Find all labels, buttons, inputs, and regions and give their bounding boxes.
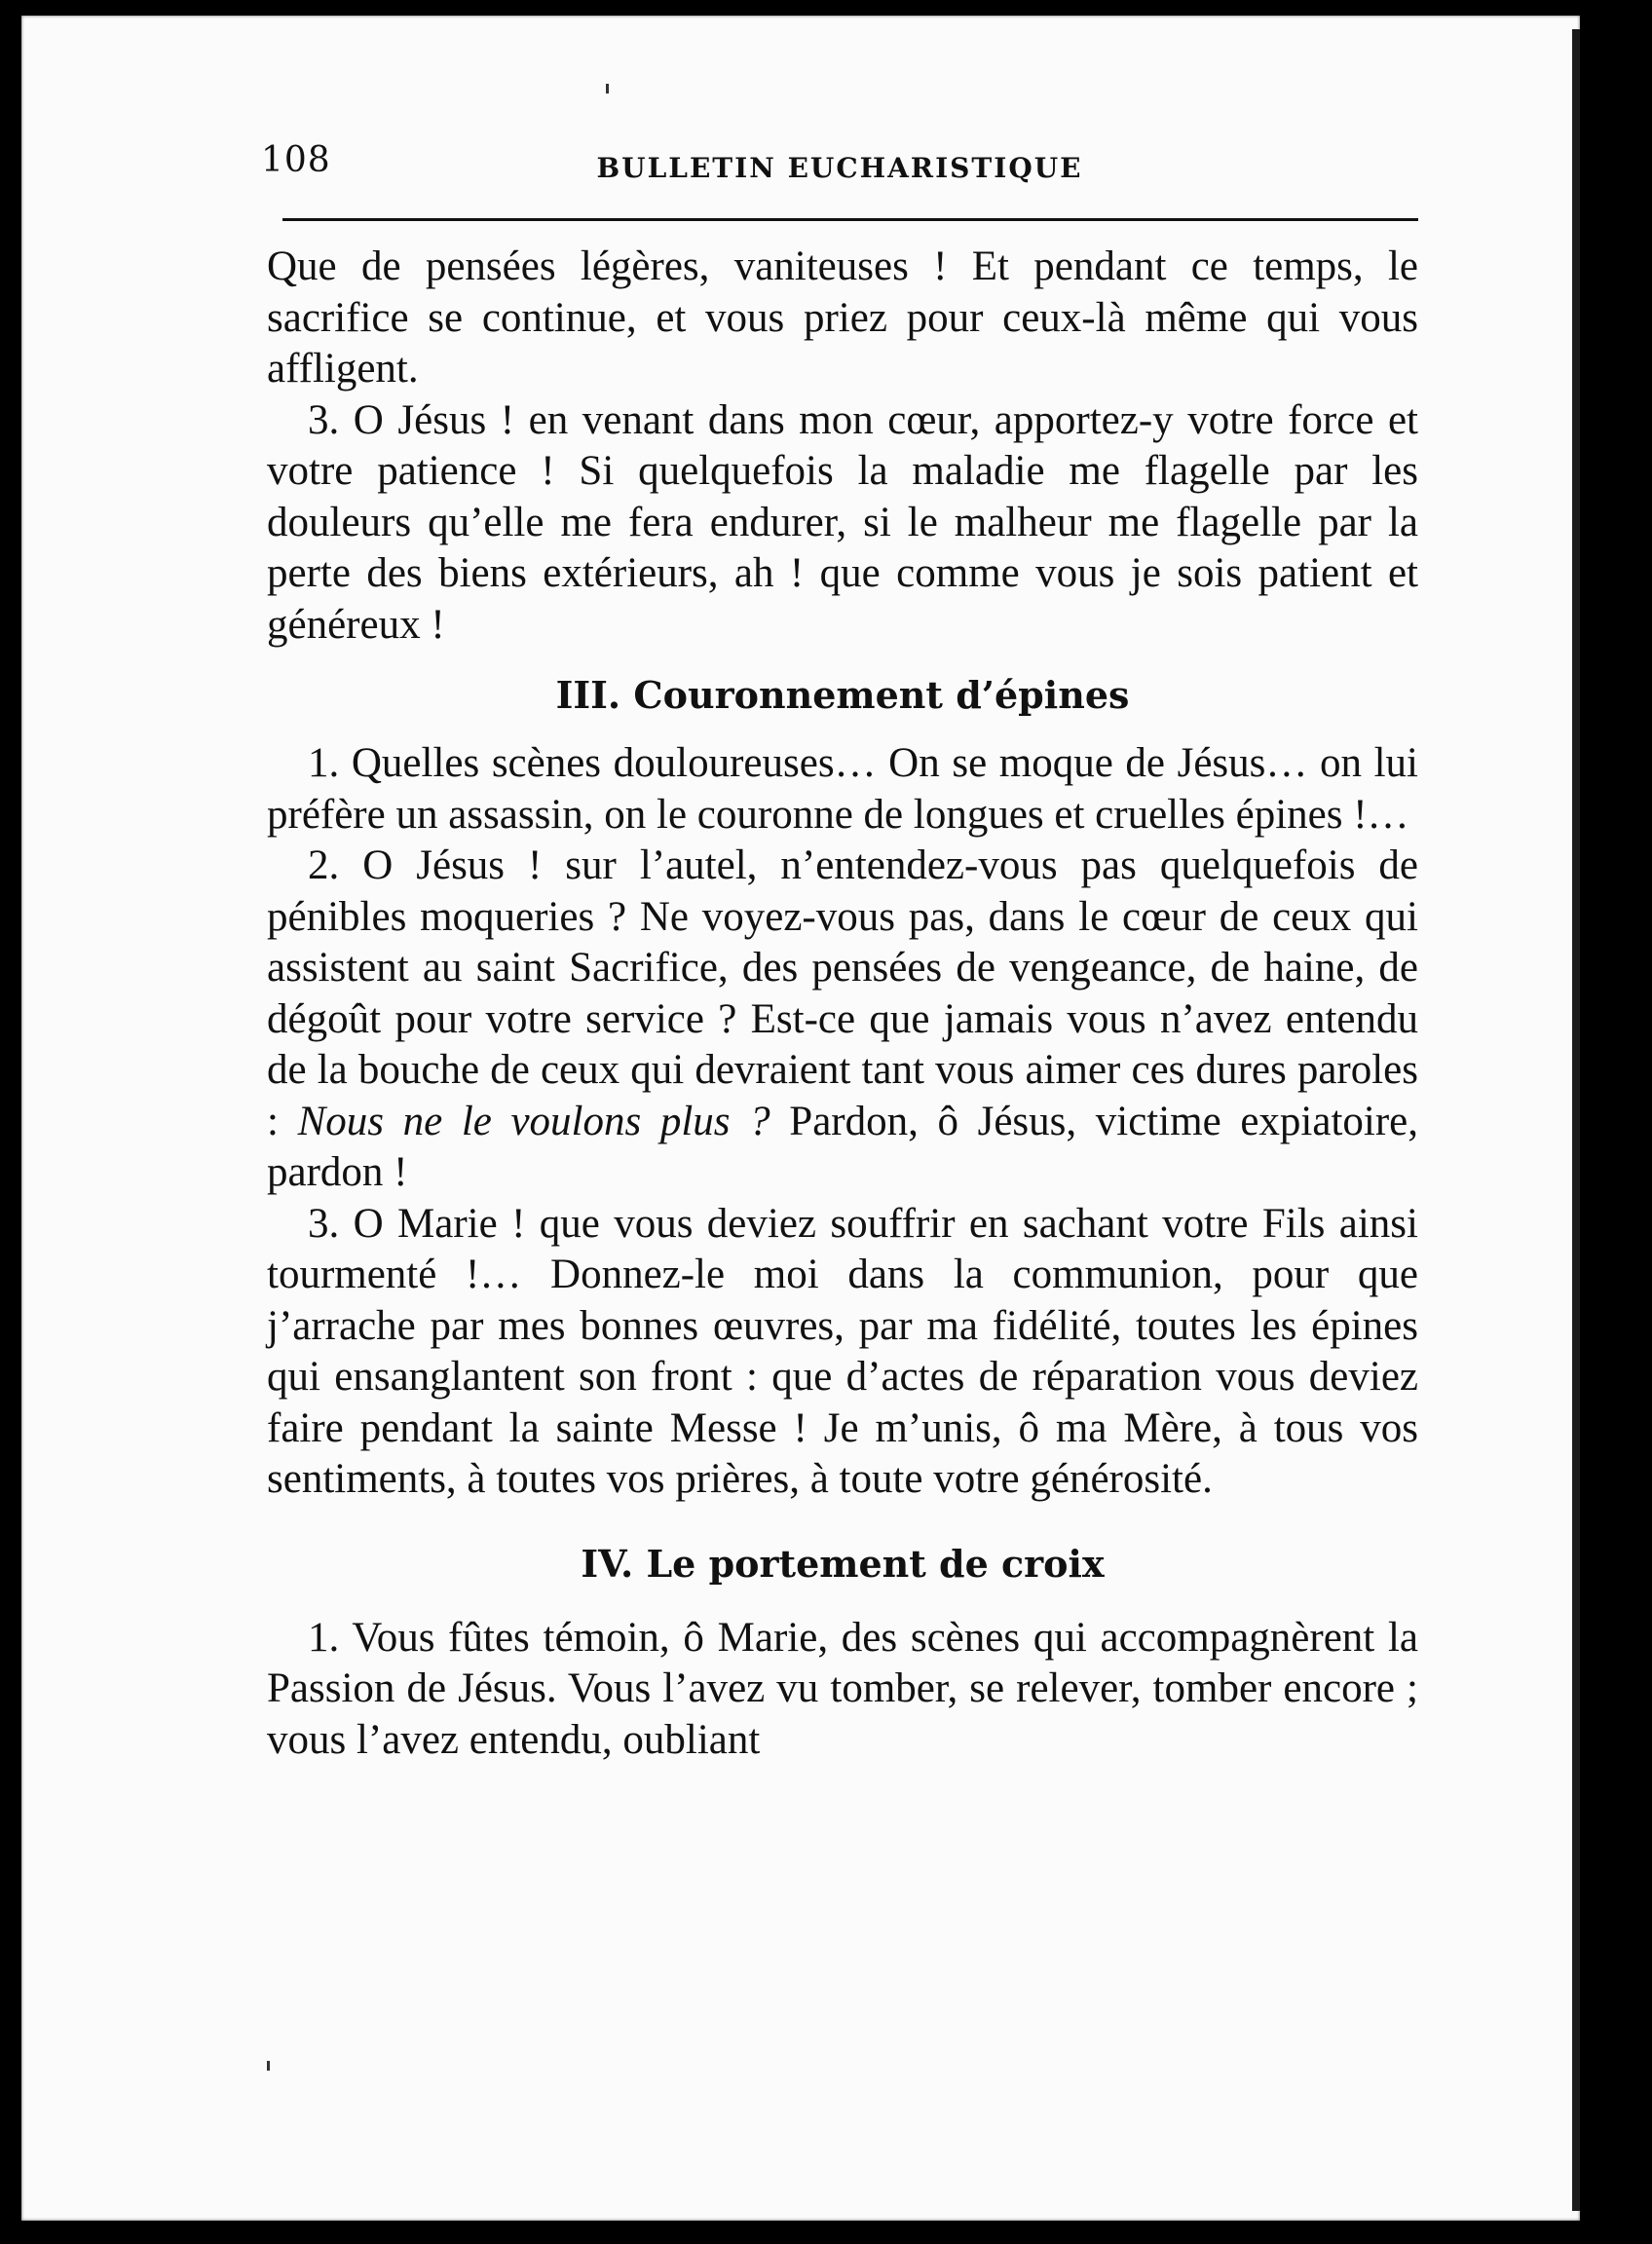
page-body: [267, 242, 1418, 1766]
section-heading-iv: IV. Le portement de croix: [581, 1541, 1105, 1586]
paragraph-iii-3: 3. O Marie ! que vous deviez souffrir en sachant votre Fils ainsi tourmenté !… Donnez-le moi dans la communion, pour que j’arrache par mes bonnes œuvres, par ma fidélité, toutes les épines qui ensanglantent son front : que d’actes de réparation vous deviez faire pendant la sainte Messe ! Je m’unis, ô ma Mère, à tous vos sentiments, à toutes vos prières, à toute votre générosité.: [267, 1200, 1418, 1502]
header-rule: [282, 218, 1418, 221]
paragraph-iii-2-text-end: Pardon, ô Jésus, victime expiatoire, pardon !: [267, 1098, 1419, 1195]
scan-speck: [606, 84, 609, 94]
paragraph-ii-3: 3. O Jésus ! en venant dans mon cœur, apportez-y votre force et votre patience ! Si quelquefois la maladie me flagelle par les douleurs qu’elle me fera endurer, si le malheur me flagelle par la perte des biens extérieurs, ah ! que comme vous je sois patient et généreux !: [267, 396, 1418, 648]
running-title: BULLETIN EUCHARISTIQUE: [596, 152, 1083, 184]
page-header: [261, 132, 1418, 191]
page-edge-shadow: [1572, 29, 1580, 2211]
scan-speck: [267, 2061, 270, 2071]
paragraph-iv-1: 1. Vous fûtes témoin, ô Marie, des scènes qui accompagnèrent la Passion de Jésus. Vous l’avez vu tomber, se relever, tomber encore ; vous l’avez entendu, oubliant: [267, 1614, 1418, 1763]
paragraph-iii-2-text-start: 2. O Jésus ! sur l’autel, n’entendez-vous pas quelquefois de pénibles moqueries ? Ne voyez-vous pas, dans le cœur de ceux qui assistent au saint Sacrifice, des pensées de vengeance, de haine, de dégoût pour votre service ? Est-ce que jamais vous n’avez entendu de la bouche de ceux qui devraient tant vous aimer ces dures paroles :: [267, 842, 1418, 1144]
quoted-italic-phrase: Nous ne le voulons plus ?: [297, 1098, 770, 1144]
section-heading-iii: III. Couronnement d’épines: [555, 673, 1130, 717]
continued-paragraph: Que de pensées légères, vaniteuses ! Et pendant ce temps, le sacrifice se continue, et vous priez pour ceux-là même qui vous affligent.: [267, 243, 1418, 392]
paragraph-iii-2: [267, 841, 1418, 1199]
page-number: 108: [261, 140, 331, 180]
paragraph-iii-1: 1. Quelles scènes douloureuses… On se moque de Jésus… on lui préfère un assassin, on le couronne de longues et cruelles épines !…: [267, 740, 1418, 838]
